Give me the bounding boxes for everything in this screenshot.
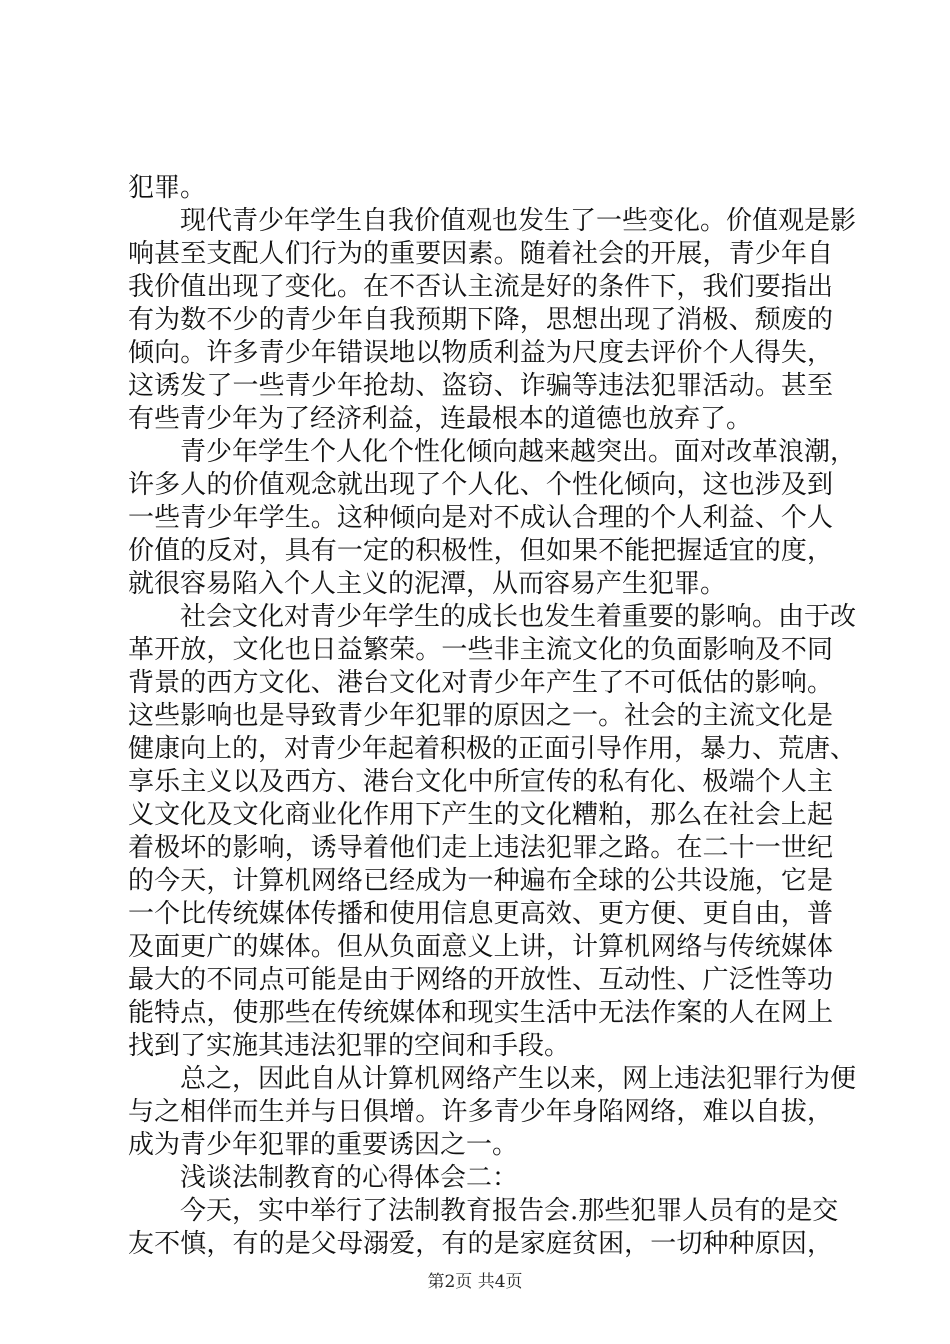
text-line: 能特点，使那些在传统媒体和现实生活中无法作案的人在网上 (128, 998, 833, 1028)
text-line: 犯罪。 (128, 173, 207, 203)
text-line: 有些青少年为了经济利益，连最根本的道德也放弃了。 (128, 404, 753, 434)
text-line: 响甚至支配人们行为的重要因素。随着社会的开展，青少年自 (128, 239, 833, 269)
text-line: 社会文化对青少年学生的成长也发生着重要的影响。由于改 (180, 602, 857, 632)
text-line: 着极坏的影响，诱导着他们走上违法犯罪之路。在二十一世纪 (128, 833, 833, 863)
text-line: 找到了实施其违法犯罪的空间和手段。 (128, 1031, 571, 1061)
text-line: 就很容易陷入个人主义的泥潭，从而容易产生犯罪。 (128, 569, 727, 599)
text-line: 倾向。许多青少年错误地以物质利益为尺度去评价个人得失， (128, 338, 833, 368)
text-line: 我价值出现了变化。在不否认主流是好的条件下，我们要指出 (128, 272, 833, 302)
text-line: 价值的反对，具有一定的积极性，但如果不能把握适宜的度， (128, 536, 833, 566)
text-line: 青少年学生个人化个性化倾向越来越突出。面对改革浪潮， (180, 437, 857, 467)
text-line: 现代青少年学生自我价值观也发生了一些变化。价值观是影 (180, 206, 857, 236)
text-line: 今天，实中举行了法制教育报告会.那些犯罪人员有的是交 (180, 1196, 839, 1226)
text-line: 成为青少年犯罪的重要诱因之一。 (128, 1130, 519, 1160)
text-line: 与之相伴而生并与日俱增。许多青少年身陷网络，难以自拔， (128, 1097, 833, 1127)
text-line: 一个比传统媒体传播和使用信息更高效、更方便、更自由，普 (128, 899, 833, 929)
text-line: 享乐主义以及西方、港台文化中所宣传的私有化、极端个人主 (128, 767, 833, 797)
text-line: 义文化及文化商业化作用下产生的文化糟粕，那么在社会上起 (128, 800, 833, 830)
text-line: 的今天，计算机网络已经成为一种遍布全球的公共设施，它是 (128, 866, 833, 896)
text-line: 这些影响也是导致青少年犯罪的原因之一。社会的主流文化是 (128, 701, 833, 731)
text-line: 革开放，文化也日益繁荣。一些非主流文化的负面影响及不同 (128, 635, 833, 665)
text-line: 友不慎，有的是父母溺爱，有的是家庭贫困，一切种种原因， (128, 1229, 833, 1259)
text-line: 背景的西方文化、港台文化对青少年产生了不可低估的影响。 (128, 668, 833, 698)
text-line: 许多人的价值观念就出现了个人化、个性化倾向，这也涉及到 (128, 470, 833, 500)
page-number-footer: 第2页 共4页 (427, 1272, 523, 1292)
text-line: 健康向上的，对青少年起着积极的正面引导作用，暴力、荒唐、 (128, 734, 857, 764)
text-line: 一些青少年学生。这种倾向是对不成认合理的个人利益、个人 (128, 503, 833, 533)
text-line: 总之，因此自从计算机网络产生以来，网上违法犯罪行为便 (180, 1064, 857, 1094)
text-line: 最大的不同点可能是由于网络的开放性、互动性、广泛性等功 (128, 965, 833, 995)
text-line: 有为数不少的青少年自我预期下降，思想出现了消极、颓废的 (128, 305, 833, 335)
text-line: 这诱发了一些青少年抢劫、盗窃、诈骗等违法犯罪活动。甚至 (128, 371, 833, 401)
section-heading: 浅谈法制教育的心得体会二： (180, 1163, 519, 1193)
text-line: 及面更广的媒体。但从负面意义上讲，计算机网络与传统媒体 (128, 932, 833, 962)
